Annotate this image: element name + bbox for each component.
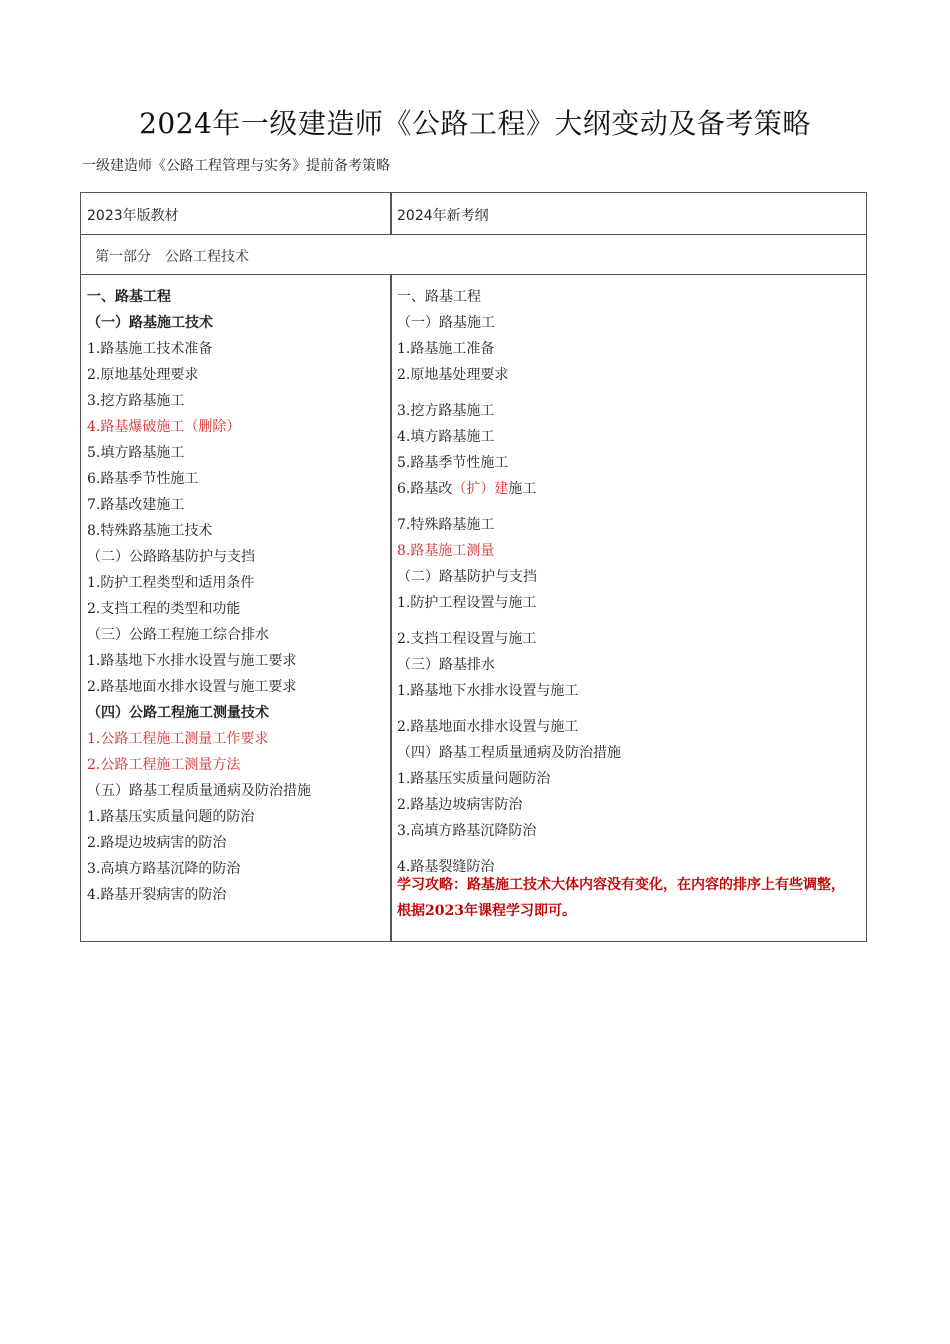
list-item: （四）路基工程质量通病及防治措施 [397,745,621,761]
list-item: 1.路基地下水排水设置与施工要求 [87,653,297,669]
list-item: （二）公路路基防护与支挡 [87,549,255,565]
outline-comparison-table [80,192,867,942]
page-subtitle: 一级建造师《公路工程管理与实务》提前备考策略 [82,158,390,174]
list-item: 2.路基地面水排水设置与施工 [397,719,579,735]
column-divider [390,275,392,941]
list-item-part: 施工 [508,481,537,497]
list-item: 2.路基边坡病害防治 [397,797,523,813]
list-item: 3.高填方路基沉降的防治 [87,861,241,877]
list-item: 7.特殊路基施工 [397,517,495,533]
list-item: 1.路基压实质量问题的防治 [87,809,255,825]
list-item: 1.路基施工准备 [397,341,495,357]
list-item: 2.原地基处理要求 [397,367,509,383]
list-item: 2.原地基处理要求 [87,367,199,383]
list-item: 5.路基季节性施工 [397,455,509,471]
list-item: 2.公路工程施工测量方法 [87,757,241,773]
list-item: 3.高填方路基沉降防治 [397,823,537,839]
table-header-row [81,193,866,235]
list-item-part: 建 [494,481,509,497]
list-item: 2.路基地面水排水设置与施工要求 [87,679,297,695]
list-item: （三）公路工程施工综合排水 [87,627,269,643]
header-2023-textbook: 2023年版教材 [87,208,179,224]
list-item: 7.路基改建施工 [87,497,185,513]
list-item: （四）公路工程施工测量技术 [87,705,269,721]
list-item-part: （扩） [452,481,495,497]
header-2024-outline: 2024年新考纲 [397,208,489,224]
list-item: （二）路基防护与支挡 [397,569,537,585]
list-item: 4.路基裂缝防治 [397,859,495,875]
list-item: （五）路基工程质量通病及防治措施 [87,783,311,799]
list-item: 2.支挡工程的类型和功能 [87,601,241,617]
list-item: 4.填方路基施工 [397,429,495,445]
list-item: 2.路堤边坡病害的防治 [87,835,227,851]
list-item: 4.路基爆破施工（删除） [87,419,241,435]
list-item: 3.挖方路基施工 [87,393,185,409]
column-divider [390,193,392,235]
list-item: 1.公路工程施工测量工作要求 [87,731,269,747]
list-item: 8.特殊路基施工技术 [87,523,213,539]
list-item: 1.路基施工技术准备 [87,341,213,357]
list-item: 4.路基开裂病害的防治 [87,887,227,903]
list-item: 5.填方路基施工 [87,445,185,461]
list-item [397,479,536,499]
list-item: 6.路基季节性施工 [87,471,199,487]
list-item: （一）路基施工 [397,315,495,331]
list-item: 8.路基施工测量 [397,543,495,559]
list-item: 1.路基地下水排水设置与施工 [397,683,579,699]
study-strategy-note: 学习攻略：路基施工技术大体内容没有变化，在内容的排序上有些调整，根据2023年课程学习即可。 [397,877,845,919]
list-item-part: 6.路基改 [397,481,453,497]
list-item: （一）路基施工技术 [87,315,213,331]
list-item: 1.防护工程设置与施工 [397,595,537,611]
list-item: 1.路基压实质量问题防治 [397,771,551,787]
section-title: 第一部分 公路工程技术 [95,249,249,265]
list-item: 2.支挡工程设置与施工 [397,631,537,647]
page-title: 2024年一级建造师《公路工程》大纲变动及备考策略 [139,107,811,140]
list-item: 一、路基工程 [397,289,481,305]
list-item: 3.挖方路基施工 [397,403,495,419]
list-item: 1.防护工程类型和适用条件 [87,575,255,591]
list-item: 一、路基工程 [87,289,171,305]
list-item: （三）路基排水 [397,657,495,673]
section-row [81,235,866,275]
